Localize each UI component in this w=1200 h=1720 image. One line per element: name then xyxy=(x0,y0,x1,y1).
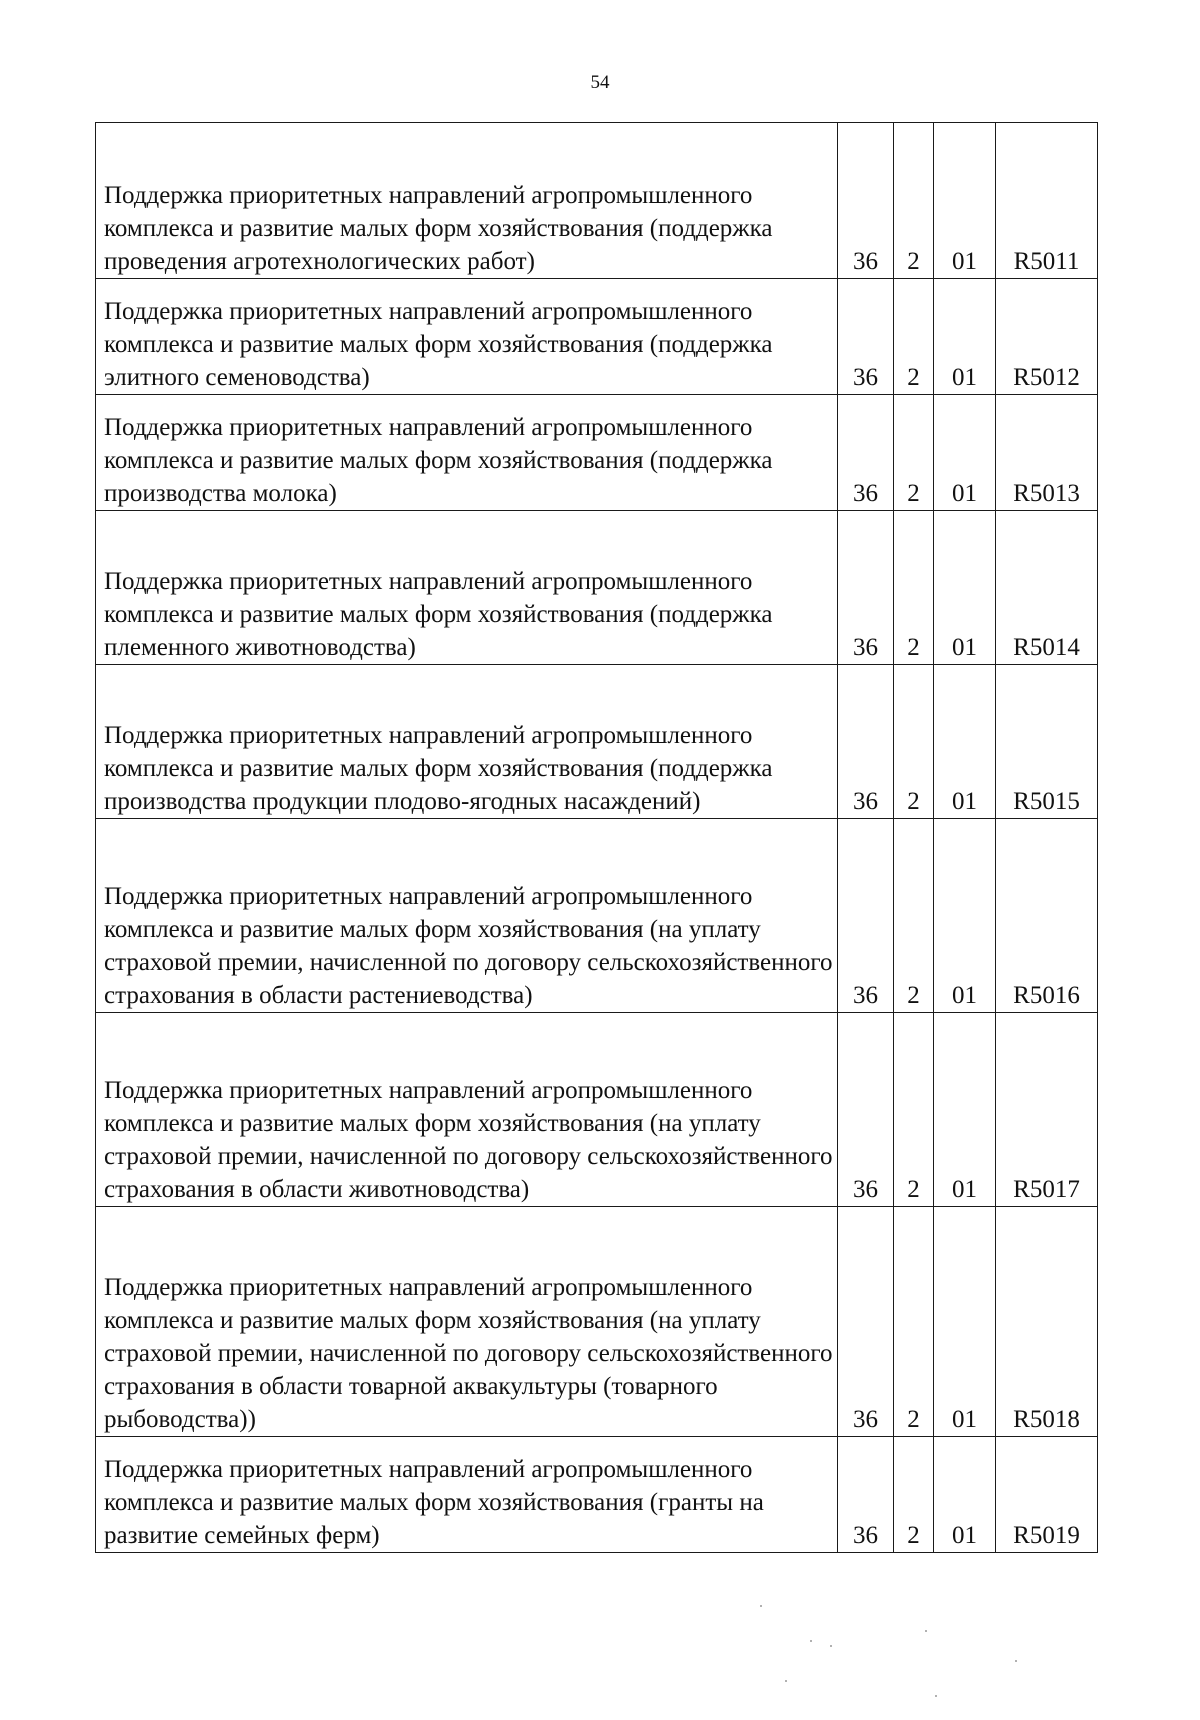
row-description: Поддержка приоритетных направлений агропромышленного комплекса и развитие малых форм хозяйствования (поддержка элитного семеноводства) xyxy=(104,298,773,391)
main-event-cell: 01 xyxy=(934,1013,996,1207)
direction-code-cell: R5011 xyxy=(996,123,1098,279)
chapter-cell: 36 xyxy=(838,511,894,665)
scan-speck xyxy=(810,1640,812,1642)
main-event-cell: 01 xyxy=(934,819,996,1013)
main-event-cell: 01 xyxy=(934,1207,996,1437)
subprogram-cell: 2 xyxy=(894,819,934,1013)
row-description: Поддержка приоритетных направлений агропромышленного комплекса и развитие малых форм хозяйствования (на уплату страховой премии, начисленной по договору сельскохозяйственного страхования в области животноводства) xyxy=(104,1077,833,1203)
direction-code-cell: R5013 xyxy=(996,395,1098,511)
main-event-cell: 01 xyxy=(934,395,996,511)
main-event-cell: 01 xyxy=(934,665,996,819)
row-description: Поддержка приоритетных направлений агропромышленного комплекса и развитие малых форм хозяйствования (поддержка производства молока) xyxy=(104,414,773,507)
scan-speck xyxy=(760,1605,762,1607)
subprogram-cell: 2 xyxy=(894,395,934,511)
table-row xyxy=(96,1013,1098,1207)
table-row xyxy=(96,819,1098,1013)
row-description: Поддержка приоритетных направлений агропромышленного комплекса и развитие малых форм хозяйствования (поддержка проведения агротехнологических работ) xyxy=(104,182,773,275)
scan-speck xyxy=(925,1630,927,1632)
main-event-cell: 01 xyxy=(934,279,996,395)
chapter-cell: 36 xyxy=(838,123,894,279)
row-description: Поддержка приоритетных направлений агропромышленного комплекса и развитие малых форм хозяйствования (поддержка производства продукции плодово-ягодных насаждений) xyxy=(104,722,773,815)
table-row xyxy=(96,1207,1098,1437)
chapter-cell: 36 xyxy=(838,1207,894,1437)
row-description-cell xyxy=(96,665,838,819)
scan-speck xyxy=(830,1645,832,1647)
row-description: Поддержка приоритетных направлений агропромышленного комплекса и развитие малых форм хозяйствования (поддержка племенного животноводства) xyxy=(104,568,773,661)
row-description-cell xyxy=(96,1207,838,1437)
chapter-cell: 36 xyxy=(838,819,894,1013)
subprogram-cell: 2 xyxy=(894,279,934,395)
main-event-cell: 01 xyxy=(934,1437,996,1553)
row-description-cell xyxy=(96,819,838,1013)
main-event-cell: 01 xyxy=(934,511,996,665)
subprogram-cell: 2 xyxy=(894,665,934,819)
row-description-cell xyxy=(96,395,838,511)
scan-speck xyxy=(935,1695,937,1697)
direction-code-cell: R5019 xyxy=(996,1437,1098,1553)
chapter-cell: 36 xyxy=(838,1013,894,1207)
subprogram-cell: 2 xyxy=(894,511,934,665)
row-description-cell xyxy=(96,1013,838,1207)
row-description: Поддержка приоритетных направлений агропромышленного комплекса и развитие малых форм хозяйствования (на уплату страховой премии, начисленной по договору сельскохозяйственного страхования в области товарной аквакультуры (товарного рыбоводства)) xyxy=(104,1274,833,1433)
chapter-cell: 36 xyxy=(838,395,894,511)
subprogram-cell: 2 xyxy=(894,1207,934,1437)
direction-code-cell: R5014 xyxy=(996,511,1098,665)
direction-code-cell: R5015 xyxy=(996,665,1098,819)
main-event-cell: 01 xyxy=(934,123,996,279)
chapter-cell: 36 xyxy=(838,279,894,395)
chapter-cell: 36 xyxy=(838,665,894,819)
row-description-cell xyxy=(96,1437,838,1553)
table-row xyxy=(96,395,1098,511)
direction-code-cell: R5017 xyxy=(996,1013,1098,1207)
chapter-cell: 36 xyxy=(838,1437,894,1553)
row-description-cell xyxy=(96,279,838,395)
row-description-cell xyxy=(96,123,838,279)
scan-speck xyxy=(785,1680,787,1682)
direction-code-cell: R5012 xyxy=(996,279,1098,395)
subprogram-cell: 2 xyxy=(894,1013,934,1207)
direction-code-cell: R5016 xyxy=(996,819,1098,1013)
row-description: Поддержка приоритетных направлений агропромышленного комплекса и развитие малых форм хозяйствования (на уплату страховой премии, начисленной по договору сельскохозяйственного страхования в области растениеводства) xyxy=(104,883,833,1009)
table-row xyxy=(96,1437,1098,1553)
row-description: Поддержка приоритетных направлений агропромышленного комплекса и развитие малых форм хозяйствования (гранты на развитие семейных ферм) xyxy=(104,1456,764,1549)
budget-classification-table xyxy=(95,122,1098,1553)
row-description-cell xyxy=(96,511,838,665)
table-row xyxy=(96,665,1098,819)
subprogram-cell: 2 xyxy=(894,123,934,279)
direction-code-cell: R5018 xyxy=(996,1207,1098,1437)
table-row xyxy=(96,511,1098,665)
page-number: 54 xyxy=(590,72,610,93)
scan-speck xyxy=(1015,1660,1017,1662)
table-row xyxy=(96,123,1098,279)
table-row xyxy=(96,279,1098,395)
subprogram-cell: 2 xyxy=(894,1437,934,1553)
